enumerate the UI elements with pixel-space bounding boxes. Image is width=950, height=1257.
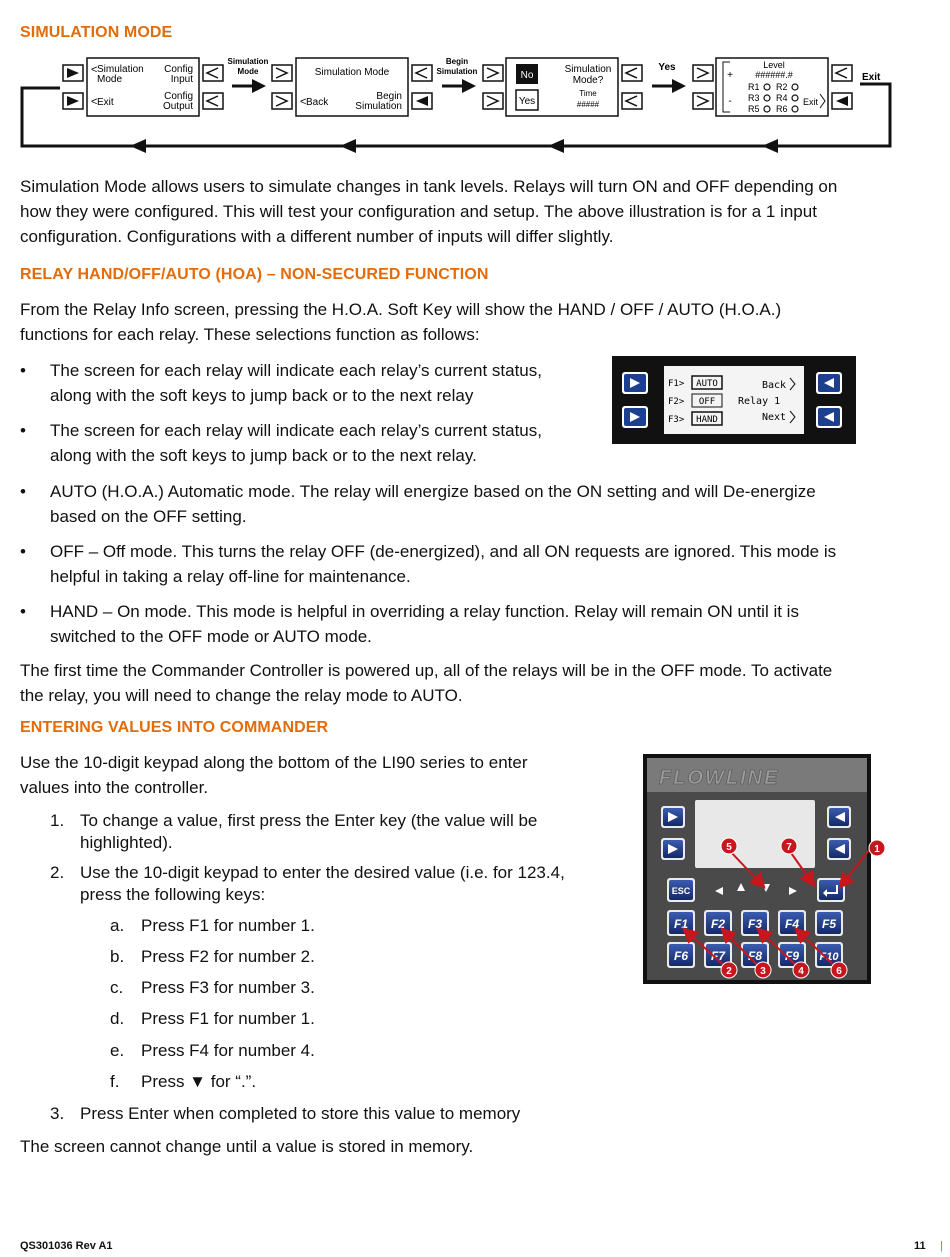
f8-key: F8	[747, 949, 763, 963]
text-line: based on the OFF setting.	[50, 507, 247, 526]
arrow2-label-1: Begin	[445, 57, 469, 66]
sub-step-letter: c.	[110, 978, 124, 997]
screen4-minus: -	[728, 96, 732, 107]
relay-back-label: Back	[762, 380, 787, 391]
sub-step-text: Press ▼ for “.”.	[141, 1072, 257, 1091]
sub-step-text: Press F1 for number 1.	[141, 916, 315, 935]
screen4-r5: R5	[748, 104, 760, 114]
screen4-r2: R2	[776, 82, 788, 92]
f5-key: F5	[821, 917, 837, 931]
numbered-step	[50, 1103, 650, 1125]
loop-arrowhead	[762, 139, 778, 153]
svg-text:<: <	[300, 96, 307, 108]
bullet-item	[20, 599, 920, 649]
sub-step-letter: f.	[110, 1072, 120, 1091]
bullet-item	[20, 418, 590, 468]
step-number: 3.	[50, 1104, 65, 1123]
sub-step-text: Press F4 for number 4.	[141, 1041, 315, 1060]
text-line: helpful in taking a relay off-line for maintenance.	[50, 567, 411, 586]
footer-page-number: 11	[914, 1240, 926, 1252]
step-number: 2.	[50, 863, 65, 882]
text-line: The screen for each relay will indicate each relay’s current status,	[50, 361, 542, 380]
text-line: configuration. Configurations with a different number of inputs will differ slightly.	[20, 227, 614, 246]
flow-screen-level	[693, 58, 852, 116]
sub-step-letter: e.	[110, 1041, 125, 1060]
text-line: OFF – Off mode. This turns the relay OFF (de-energized), and all ON requests are ignored. This mode is	[50, 542, 837, 561]
f7-key: F7	[710, 949, 726, 963]
relay-auto-option: AUTO	[696, 379, 718, 389]
text-line: The first time the Commander Controller is powered up, all of the relays will be in the OFF mode. To activate	[20, 661, 833, 680]
screen1-right-label-2: Input	[170, 74, 193, 85]
arrow1-label-1: Simulation	[227, 57, 269, 66]
screen3-yes-option: Yes	[518, 96, 536, 107]
flow-screen-simulation	[272, 58, 432, 116]
simulation-description	[20, 174, 837, 249]
svg-text:<: <	[91, 64, 98, 76]
numbered-step	[50, 862, 620, 906]
brand-logo-text: FLOWLINE	[659, 767, 780, 789]
sub-step-letter: a.	[110, 916, 125, 935]
screen1-left-label-1: Simulation	[97, 64, 144, 75]
callout-3: 3	[760, 966, 766, 977]
relay-f2-label: F2>	[668, 397, 685, 407]
hoa-intro	[20, 297, 781, 347]
screen3-time-label: Time	[579, 89, 597, 98]
powerup-paragraph	[20, 658, 832, 708]
screen4-r4: R4	[776, 93, 788, 103]
bullet-marker: •	[20, 421, 26, 440]
section-heading-hoa: RELAY HAND/OFF/AUTO (HOA) – NON-SECURED FUNCTION	[20, 266, 489, 283]
footer-accent-bar: |	[940, 1240, 943, 1252]
screen4-title: Level	[763, 60, 785, 70]
section-heading-simulation: SIMULATION MODE	[20, 24, 173, 41]
closing-paragraph: The screen cannot change until a value is stored in memory.	[20, 1137, 474, 1156]
text-line: To change a value, first press the Enter key (the value will be	[80, 811, 538, 830]
esc-key: ESC	[671, 886, 691, 896]
loop-arrowhead	[340, 139, 356, 153]
screen4-exit: Exit	[803, 97, 819, 107]
text-line: From the Relay Info screen, pressing the H.O.A. Soft Key will show the HAND / OFF / AUTO (H.O.A.)	[20, 300, 782, 319]
commander-device-image	[643, 754, 880, 984]
loop-arrowhead	[548, 139, 564, 153]
simulation-flow-diagram	[0, 48, 950, 160]
screen1-config-output-1: Config	[164, 91, 193, 102]
bullet-marker: •	[20, 602, 26, 621]
relay-off-option: OFF	[698, 397, 716, 407]
screen2-begin-2: Simulation	[355, 101, 402, 112]
sub-step-text: Press F3 for number 3.	[141, 978, 315, 997]
text-line: Use the 10-digit keypad along the bottom of the LI90 series to enter	[20, 753, 528, 772]
f4-key: F4	[784, 917, 800, 931]
sub-step-text: Press F2 for number 2.	[141, 947, 315, 966]
svg-text:<: <	[91, 96, 98, 108]
callout-7: 7	[786, 842, 792, 853]
arrow2-label-2: Simulation	[436, 67, 478, 76]
text-line: values into the controller.	[20, 778, 209, 797]
text-line: along with the soft keys to jump back or to the next relay	[50, 386, 474, 405]
footer-document-id: QS301036 Rev A1	[20, 1240, 113, 1252]
f9-key: F9	[784, 949, 800, 963]
flow-screen-confirm	[483, 58, 642, 116]
screen4-plus: +	[727, 70, 733, 81]
callout-1: 1	[874, 844, 880, 855]
text-line: The screen for each relay will indicate each relay’s current status,	[50, 421, 542, 440]
screen1-right-label-1: Config	[164, 64, 193, 75]
f10-key: F10	[819, 951, 839, 963]
section-heading-entering-values: ENTERING VALUES INTO COMMANDER	[20, 719, 329, 736]
f2-key: F2	[710, 917, 726, 931]
screen2-title: Simulation Mode	[314, 67, 390, 78]
text-line: switched to the OFF mode or AUTO mode.	[50, 627, 372, 646]
screen4-r1: R1	[748, 82, 760, 92]
flow-exit-label: Exit	[862, 72, 881, 83]
bullet-item	[20, 358, 590, 408]
relay-number-label: Relay 1	[738, 396, 781, 407]
arrow1-label-2: Mode	[237, 67, 259, 76]
function-keys-top	[667, 910, 843, 936]
callout-6: 6	[836, 966, 842, 977]
screen3-question-2: Mode?	[572, 75, 604, 86]
text-line: Use the 10-digit keypad to enter the desired value (i.e. for 123.4,	[80, 863, 565, 882]
screen4-r6: R6	[776, 104, 788, 114]
text-line: Simulation Mode allows users to simulate changes in tank levels. Relays will turn ON and OFF depending on	[20, 177, 838, 196]
screen3-no-option: No	[520, 70, 534, 81]
loop-arrowhead	[130, 139, 146, 153]
text-line: Press Enter when completed to store this value to memory	[80, 1104, 521, 1123]
screen3-time-value: #####	[576, 100, 600, 109]
numbered-step	[50, 810, 620, 854]
callout-4: 4	[798, 966, 804, 977]
sub-step-text: Press F1 for number 1.	[141, 1009, 315, 1028]
bullet-marker: •	[20, 482, 26, 501]
bullet-marker: •	[20, 542, 26, 561]
f6-key: F6	[673, 949, 689, 963]
device-display	[695, 800, 815, 868]
bullet-marker: •	[20, 361, 26, 380]
screen1-exit-label: Exit	[97, 97, 114, 108]
screen1-config-output-2: Output	[162, 101, 193, 112]
callout-2: 2	[726, 966, 732, 977]
relay-hoa-screen-image	[612, 356, 856, 444]
text-line: press the following keys:	[80, 885, 266, 904]
screen4-value: ######.#	[755, 70, 793, 80]
text-line: the relay, you will need to change the relay mode to AUTO.	[20, 686, 463, 705]
text-line: AUTO (H.O.A.) Automatic mode. The relay will energize based on the ON setting and will De-energize	[50, 482, 816, 501]
keypad-intro	[20, 750, 528, 800]
screen2-begin-1: Begin	[376, 91, 402, 102]
sub-step-letter: d.	[110, 1009, 125, 1028]
text-line: how they were configured. This will test your configuration and setup. The above illustration is for a 1 input	[20, 202, 817, 221]
arrow3-label: Yes	[658, 62, 676, 73]
step-number: 1.	[50, 811, 65, 830]
sub-step-letter: b.	[110, 947, 125, 966]
bullet-item	[20, 539, 920, 589]
screen3-question-1: Simulation	[564, 64, 612, 75]
relay-next-label: Next	[762, 412, 787, 423]
screen1-left-label-2: Mode	[97, 74, 123, 85]
screen2-back-label: Back	[306, 97, 329, 108]
f1-key: F1	[673, 917, 689, 931]
text-line: highlighted).	[80, 833, 173, 852]
relay-f3-label: F3>	[668, 415, 685, 425]
text-line: functions for each relay. These selections function as follows:	[20, 325, 480, 344]
text-line: along with the soft keys to jump back or to the next relay.	[50, 446, 477, 465]
relay-hand-option: HAND	[696, 415, 718, 425]
flow-screen-main	[63, 58, 223, 116]
f3-key: F3	[747, 917, 763, 931]
screen4-r3: R3	[748, 93, 760, 103]
text-line: HAND – On mode. This mode is helpful in overriding a relay function. Relay will remain ON until it is	[50, 602, 799, 621]
callout-5: 5	[726, 842, 732, 853]
bullet-item	[20, 479, 920, 529]
relay-f1-label: F1>	[668, 379, 685, 389]
